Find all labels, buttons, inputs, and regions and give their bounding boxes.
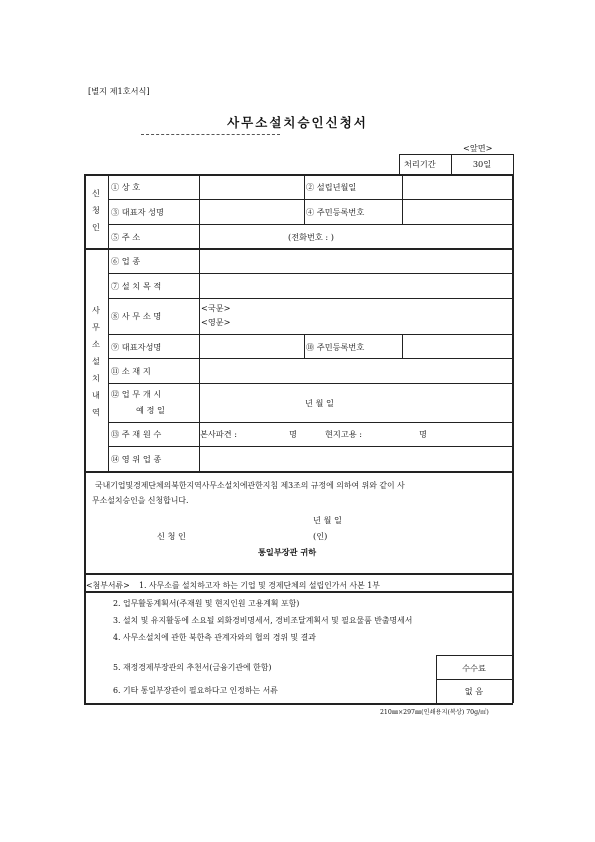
table-bottom-border bbox=[84, 591, 513, 593]
applicant-resident-number-label: ④ 주민등록번호 bbox=[306, 207, 365, 217]
start-date-value: 년 월 일 bbox=[305, 398, 334, 408]
staff-local-unit: 명 bbox=[419, 429, 427, 439]
fee-label: 수수료 bbox=[462, 663, 486, 673]
office-representative-label: ⑨ 대표자성명 bbox=[111, 342, 162, 352]
office-name-english: <영문> bbox=[201, 317, 231, 327]
office-name-label: ⑧ 사 무 소 명 bbox=[111, 311, 162, 321]
paper-spec: 210㎜×297㎜(인쇄용지(복상) 70g/㎡) bbox=[380, 709, 489, 716]
side-label: <앞면> bbox=[463, 143, 493, 153]
declaration-applicant-label: 신 청 인 bbox=[157, 531, 186, 541]
purpose-label: ⑦ 설 치 목 적 bbox=[111, 281, 162, 291]
establishment-date-label: ② 설립년월일 bbox=[306, 182, 357, 192]
table-left-border bbox=[84, 174, 86, 592]
attachment-item-5: 5. 재정경제부장관의 추천서(금융기관에 한함) bbox=[113, 663, 272, 672]
page-title: 사무소설치승인신청서 bbox=[227, 115, 368, 130]
staff-hq-unit: 명 bbox=[289, 429, 297, 439]
form-number: [별지 제1호서식] bbox=[88, 86, 150, 96]
fee-value: 없 음 bbox=[464, 686, 484, 696]
attachments-label: <첨부서류> bbox=[86, 581, 130, 590]
attachment-item-4: 4. 사무소설치에 관한 북한측 관계자와의 협의 경위 및 결과 bbox=[113, 633, 316, 642]
attachment-item-1: 1. 사무소를 설치하고자 하는 기업 및 경제단체의 설립인가서 사본 1부 bbox=[139, 581, 380, 590]
table-right-border bbox=[512, 174, 514, 592]
table-top-border bbox=[84, 174, 513, 176]
title-underline bbox=[141, 134, 280, 135]
processing-value: 30일 bbox=[472, 159, 492, 169]
staff-local-label: 현지고용 : bbox=[325, 429, 362, 439]
staff-hq-label: 본사파견 : bbox=[200, 429, 237, 439]
address-label: ⑤ 주 소 bbox=[111, 232, 141, 242]
attachment-item-3: 3. 설치 및 유지활동에 소요될 외화경비명세서, 경비조달계획서 및 필요물품 반출명세서 bbox=[113, 616, 413, 625]
applicant-representative-label: ③ 대표자 성명 bbox=[111, 207, 164, 217]
declaration-line-1: 국내기업및경제단체의북한지역사무소설치에관한지침 제3조의 규정에 의하여 위와 같이 사 bbox=[95, 481, 405, 490]
office-group-label: 사 무 소 설 치 내 역 bbox=[92, 305, 100, 417]
staff-count-label: ⑬ 주 재 원 수 bbox=[111, 429, 162, 439]
trade-name-label: ① 상 호 bbox=[111, 182, 141, 192]
declaration-line-2: 무소설치승인을 신청합니다. bbox=[92, 496, 189, 505]
applicant-group-label: 신 청 인 bbox=[92, 188, 100, 232]
office-resident-number-label: ⑩ 주민등록번호 bbox=[306, 342, 365, 352]
declaration-seal: (인) bbox=[313, 531, 328, 541]
start-date-label-2: 예 정 일 bbox=[136, 405, 165, 415]
location-label: ⑪ 소 재 지 bbox=[111, 366, 151, 376]
phone-label: (전화번호 : ) bbox=[288, 232, 334, 242]
attachment-item-6: 6. 기타 통일부장관이 필요하다고 인정하는 서류 bbox=[113, 686, 278, 695]
processing-label: 처리기간 bbox=[404, 159, 436, 169]
attachment-item-2: 2. 업무활동계획서(주재원 및 현지인원 고용계획 포함) bbox=[113, 599, 300, 608]
declaration-date: 년 월 일 bbox=[313, 515, 342, 525]
declaration-addressee: 통일부장관 귀하 bbox=[258, 547, 317, 557]
sales-type-label: ⑭ 영 위 업 종 bbox=[111, 454, 162, 464]
business-type-label: ⑥ 업 종 bbox=[111, 256, 141, 266]
start-date-label-1: ⑫ 업 무 개 시 bbox=[111, 389, 162, 399]
office-name-korean: <국문> bbox=[201, 303, 231, 313]
